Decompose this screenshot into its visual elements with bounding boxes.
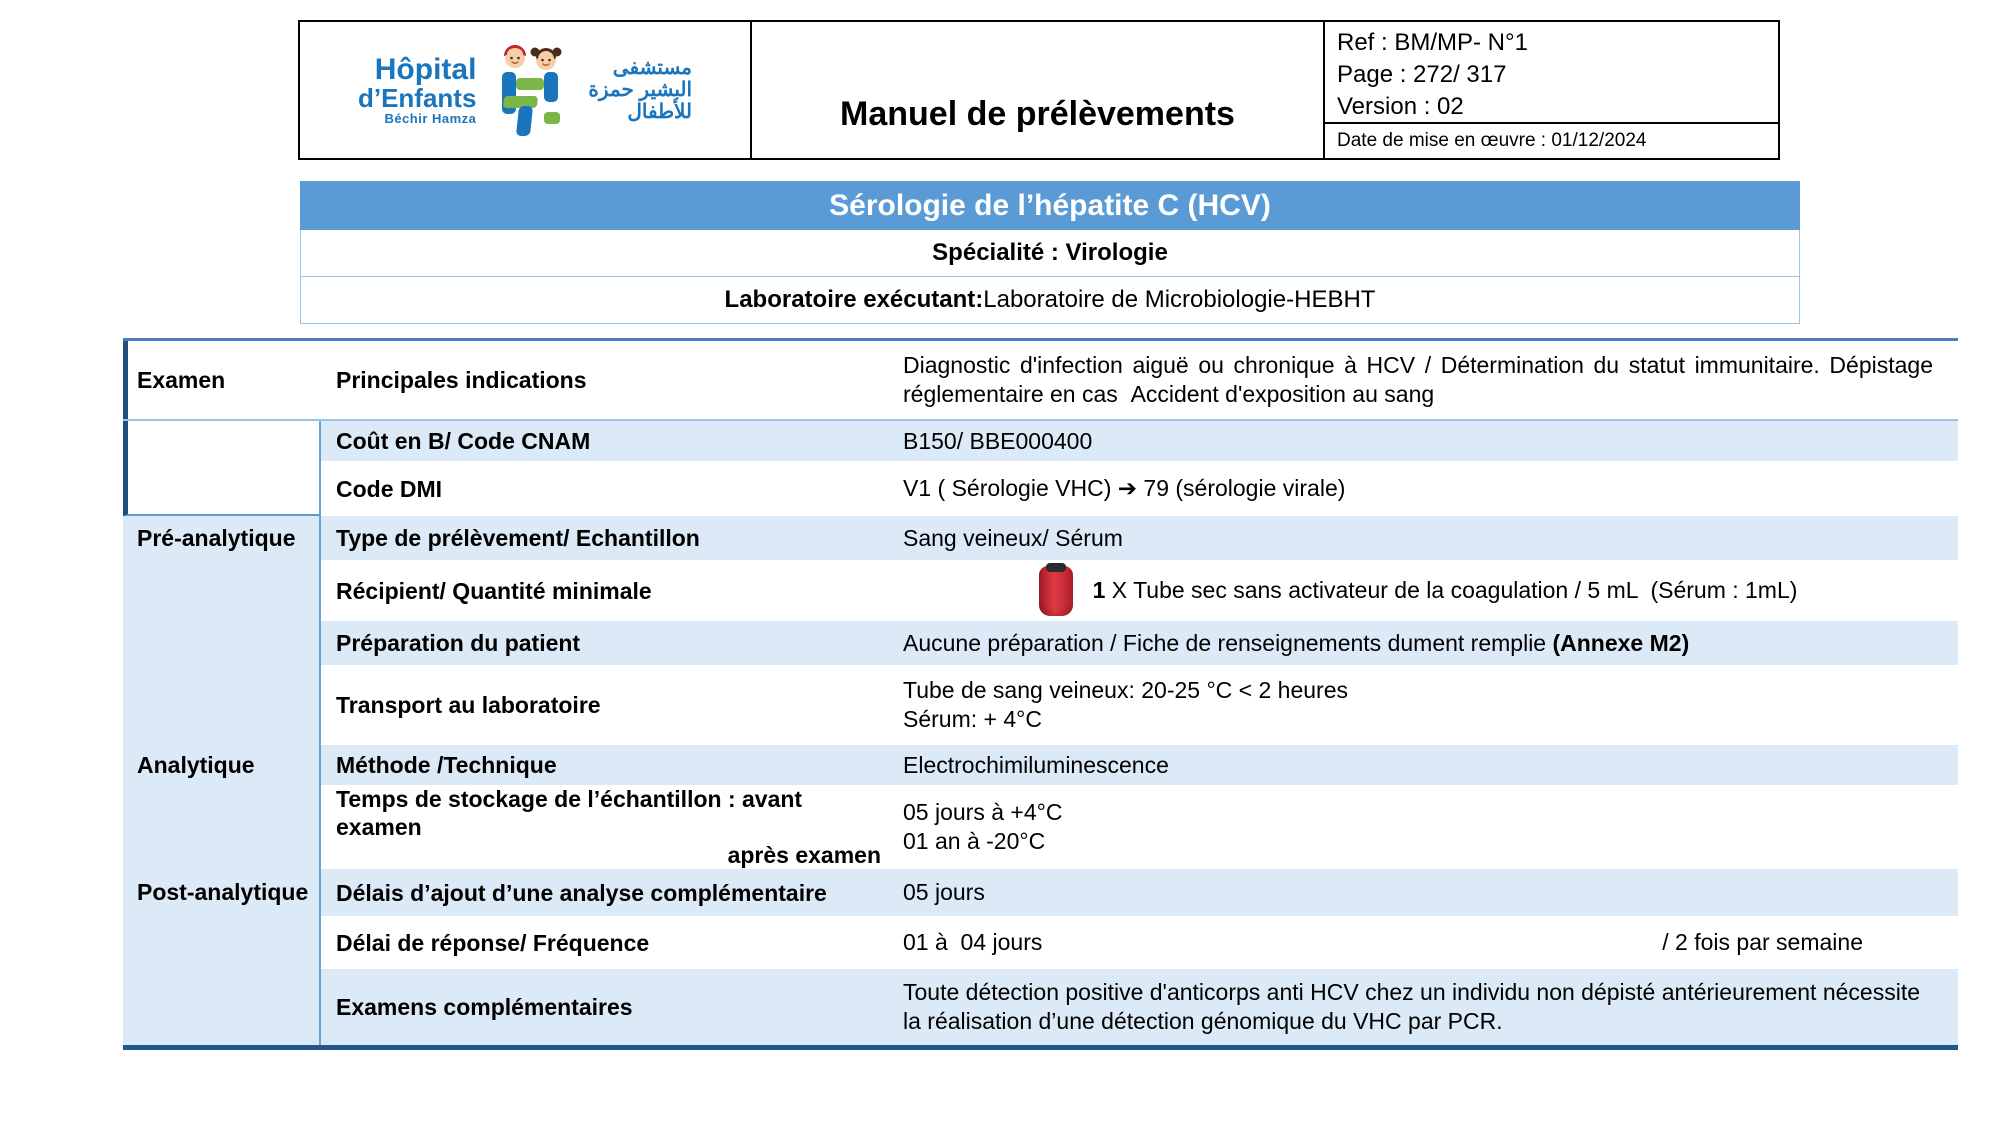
analysis-title-banner xyxy=(300,181,1800,230)
manual-title-cell xyxy=(752,22,1325,158)
table-row xyxy=(123,621,1958,665)
page-number: Page : 272/ 317 xyxy=(1337,61,1507,88)
hospital-logo xyxy=(300,22,752,158)
section-cell xyxy=(123,516,321,560)
value-cell: Electrochimiluminescence xyxy=(903,751,1169,778)
lab-value: Laboratoire de Microbiologie-HEBHT xyxy=(983,286,1376,313)
executing-lab-row xyxy=(300,277,1800,324)
attribute-cell: Délai de réponse/ Fréquence xyxy=(336,929,650,956)
attribute-cell: Coût en B/ Code CNAM xyxy=(336,428,591,454)
section-cell xyxy=(123,665,321,745)
value-cell: Toute détection positive d'anticorps anti HCV chez un individu non dépisté antérieurement nécessite la réalisation d’une détection génomique du VHC par PCR. xyxy=(903,979,1920,1034)
section-cell xyxy=(123,461,321,516)
reference-box xyxy=(1325,22,1778,158)
table-row xyxy=(123,916,1958,969)
table-row xyxy=(123,516,1958,560)
table-row xyxy=(123,869,1958,916)
attribute-cell: Préparation du patient xyxy=(336,630,581,656)
ref-number: Ref : BM/MP- N°1 xyxy=(1337,29,1528,56)
value-cell: 01 à 04 jours / 2 fois par semaine xyxy=(903,929,1863,955)
table-row xyxy=(123,969,1958,1045)
attribute-cell: Examens complémentaires xyxy=(336,994,633,1020)
value-cell: 05 jours xyxy=(903,879,985,905)
section-cell xyxy=(123,785,321,869)
table-row xyxy=(123,341,1958,421)
attribute-cell: Délais d’ajout d’une analyse complémentaire xyxy=(336,879,827,906)
section-cell xyxy=(123,341,321,419)
section-cell xyxy=(123,621,321,665)
section-cell xyxy=(123,560,321,621)
lab-label: Laboratoire exécutant: xyxy=(724,286,984,313)
attribute-cell: Principales indications xyxy=(336,367,587,393)
attribute-cell: Type de prélèvement/ Echantillon xyxy=(336,525,700,551)
value-cell: Diagnostic d'infection aiguë ou chronique à HCV / Détermination du statut immunitaire. Dépistage réglementaire en cas Accident d'exposition au sang xyxy=(903,352,1933,407)
value-cell: B150/ BBE000400 xyxy=(903,427,1093,454)
specialty-row xyxy=(300,230,1800,277)
attribute-cell: Récipient/ Quantité minimale xyxy=(336,577,652,604)
table-row xyxy=(123,560,1958,621)
document-header xyxy=(298,20,1780,160)
section-cell xyxy=(123,916,321,969)
section-label: Pré-analytique xyxy=(137,524,296,551)
attribute-cell: Temps de stockage de l’échantillon : avant examen après examen xyxy=(336,786,881,868)
table-row xyxy=(123,461,1958,516)
value-cell: 1 X Tube sec sans activateur de la coagulation / 5 mL (Sérum : 1mL) xyxy=(895,560,1958,621)
effective-date: Date de mise en œuvre : 01/12/2024 xyxy=(1337,130,1647,151)
version-number: Version : 02 xyxy=(1337,93,1464,120)
analysis-title: Sérologie de l’hépatite C (HCV) xyxy=(829,188,1271,222)
section-label: Analytique xyxy=(137,751,255,778)
main-table xyxy=(123,338,1958,1050)
table-row xyxy=(123,745,1958,785)
section-cell xyxy=(123,869,321,916)
section-cell xyxy=(123,421,321,461)
section-cell xyxy=(123,745,321,785)
section-cell xyxy=(123,969,321,1045)
specialty-text: Spécialité : Virologie xyxy=(932,239,1168,266)
table-row xyxy=(123,665,1958,745)
hospital-logo-icon xyxy=(486,40,578,140)
value-cell: Sang veineux/ Sérum xyxy=(903,524,1123,551)
reference-divider xyxy=(1325,122,1778,124)
manual-title: Manuel de prélèvements xyxy=(840,94,1235,133)
attribute-cell: Transport au laboratoire xyxy=(336,692,601,718)
table-row xyxy=(123,785,1958,869)
value-cell: V1 ( Sérologie VHC) ➔ 79 (sérologie virale) xyxy=(903,475,1346,501)
value-cell: Tube de sang veineux: 20-25 °C < 2 heures Sérum: + 4°C xyxy=(903,677,1348,732)
logo-french-text: Hôpital d’Enfants Béchir Hamza xyxy=(357,52,477,126)
section-label: Examen xyxy=(137,366,226,393)
analysis-banner-block xyxy=(300,181,1800,324)
section-label: Post-analytique xyxy=(137,879,309,905)
logo-arabic-text: مستشفى البشير حمزة للأطفال xyxy=(588,57,693,123)
value-cell: 05 jours à +4°C 01 an à -20°C xyxy=(903,799,1063,854)
attribute-cell: Méthode /Technique xyxy=(336,752,557,778)
attribute-cell: Code DMI xyxy=(336,475,443,502)
value-cell: Aucune préparation / Fiche de renseignements dument remplie (Annexe M2) xyxy=(903,629,1690,656)
table-row xyxy=(123,421,1958,461)
blood-tube-icon xyxy=(1039,566,1073,616)
frequency-note: / 2 fois par semaine xyxy=(1662,929,1863,955)
